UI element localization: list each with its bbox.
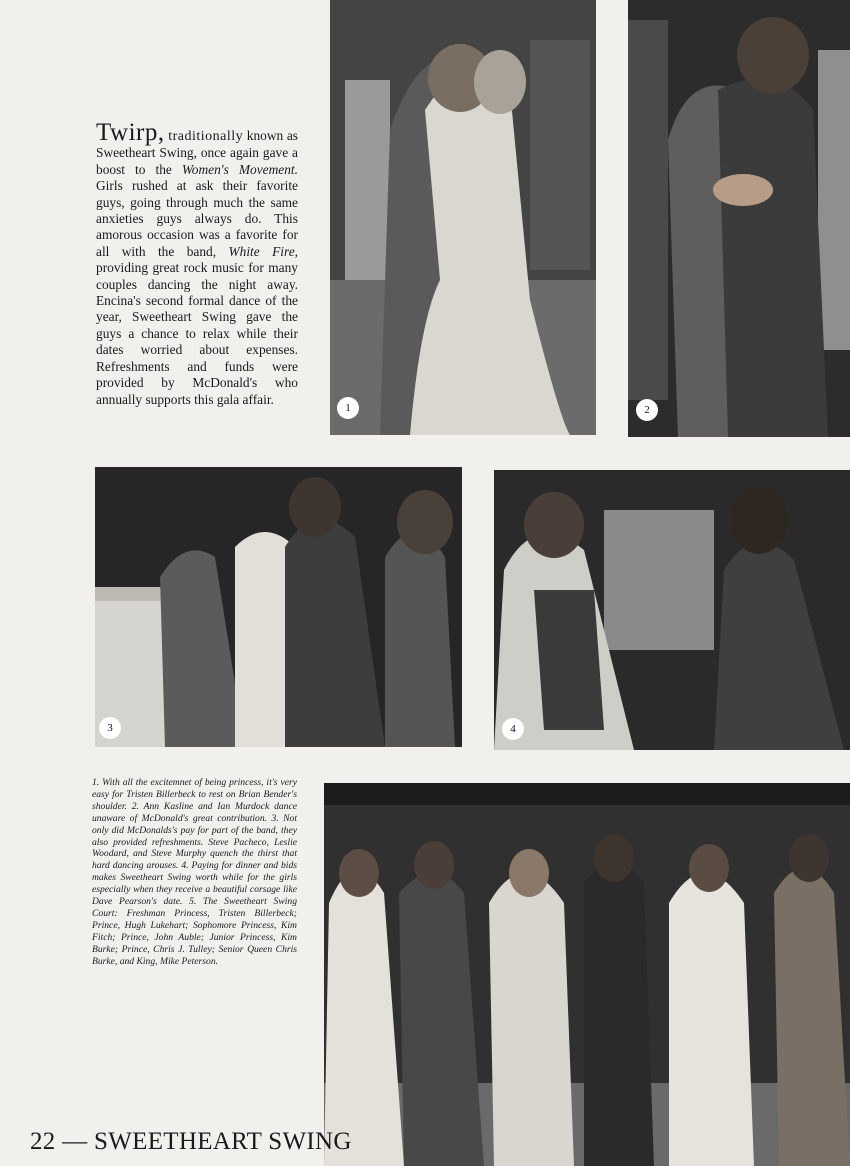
photo-4-number: 4: [502, 718, 524, 740]
photo-3-image: [95, 467, 462, 747]
intro-text-2: Girls rushed at ask their favorite guys, going through much the same anxieties guys always do. This amorous occasion was a favorite for all with the band,: [96, 178, 298, 259]
photo-captions: 1. With all the excitemnet of being princess, it's very easy for Tristen Billerbeck to rest on Brian Bender's shoulder. 2. Ann Kasline and Ian Murdock dance unaware of McDonald's great contribution. 3. Not only did McDonalds's pay for part of the band, they also provided refreshments. Steve Pacheco, Leslie Woodard, and Steve Murphy quench the thirst that hard dancing arouses. 4. Paying for dinner and bids makes Sweetheart Swing worth while for the girls especially when they receive a beautiful corsage like Dave Pearson's date. 5. The Sweetheart Swing Court: Freshman Princess, Tristen Billerbeck; Prince, Hugh Lukehart; Sophomore Princess, Kim Fitch; Prince, John Auble; Junior Princess, Kim Burke; Prince, Chris J. Tulley; Senior Queen Chris Burke, and King, Mike Peterson.: [92, 777, 297, 967]
photo-1-image: [330, 0, 596, 435]
intro-text-3: providing great rock music for many couples dancing the night away. Encina's second formal dance of the year, Sweetheart Swing gave the guys a chance to relax while their dates worried about expenses. Refreshments and funds were provided by McDonald's who annually supports this gala affair.: [96, 260, 298, 407]
photo-1-number: 1: [337, 397, 359, 419]
photo-3-refreshments: [95, 467, 462, 747]
photo-2-number: 2: [636, 399, 658, 421]
page-number: 22: [30, 1128, 56, 1155]
photo-2-dancing-couple: [628, 0, 850, 437]
intro-lead-rest: traditionally: [168, 129, 244, 144]
intro-emphasis-2: White Fire,: [228, 243, 298, 259]
intro-emphasis-1: Women's Movement.: [181, 161, 298, 177]
photo-5-image: [324, 783, 850, 1166]
footer-dash: —: [62, 1128, 88, 1155]
section-title: SWEETHEART SWING: [94, 1128, 352, 1155]
photo-3-number: 3: [99, 717, 121, 739]
photo-4-image: [494, 470, 850, 750]
photo-4-corsage: [494, 470, 850, 750]
photo-2-image: [628, 0, 850, 437]
intro-lead-word: Twirp,: [96, 119, 165, 146]
photo-5-court: [324, 783, 850, 1166]
page-footer: [30, 1128, 352, 1156]
intro-paragraph: [96, 119, 298, 408]
intro-text-1: known as Sweetheart Swing, once again gave a boost to the: [96, 128, 298, 177]
photo-1-dancing-couple: [330, 0, 596, 435]
